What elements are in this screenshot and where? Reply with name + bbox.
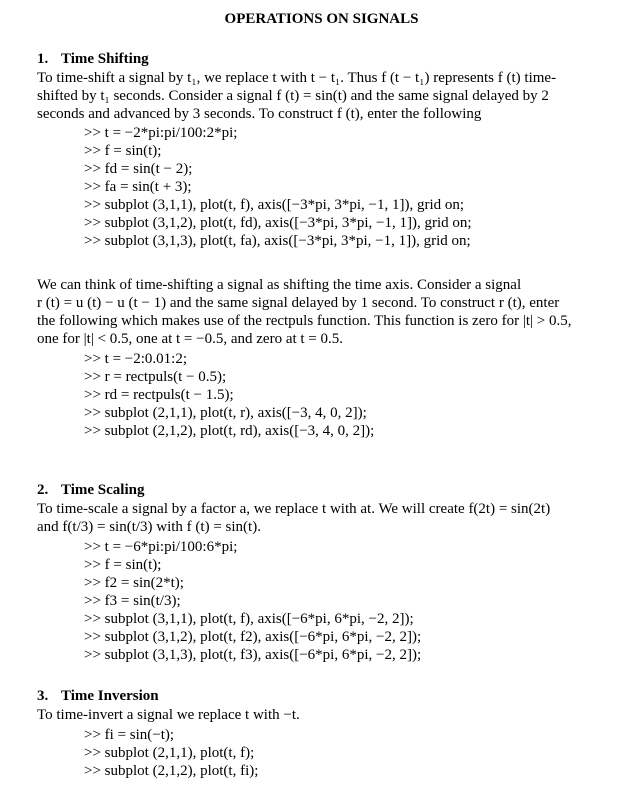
- page-title: OPERATIONS ON SIGNALS: [224, 11, 419, 27]
- code-line: >> subplot (3,1,2), plot(t, fd), axis([−3*pi, 3*pi, −1, 1]), grid on;: [84, 215, 472, 231]
- code-line: >> t = −6*pi:pi/100:6*pi;: [84, 539, 238, 555]
- code-line: >> t = −2:0.01:2;: [84, 351, 188, 367]
- text-line: r (t) = u (t) − u (t − 1) and the same signal delayed by 1 second. To construct r (t), enter: [37, 295, 560, 311]
- code-line: >> subplot (2,1,1), plot(t, f);: [84, 745, 255, 761]
- code-block-rectpuls: [84, 350, 374, 440]
- code-line: >> subplot (3,1,1), plot(t, f), axis([−6*pi, 6*pi, −2, 2]);: [84, 611, 414, 627]
- text-line: seconds and advanced by 3 seconds. To construct f (t), enter the following: [37, 106, 482, 122]
- code-line: >> subplot (2,1,1), plot(t, r), axis([−3, 4, 0, 2]);: [84, 405, 367, 421]
- code-line: >> subplot (3,1,3), plot(t, fa), axis([−3*pi, 3*pi, −1, 1]), grid on;: [84, 233, 471, 249]
- section-number: 2.: [37, 482, 49, 498]
- section-heading-time-inversion: [37, 687, 159, 705]
- code-line: >> t = −2*pi:pi/100:2*pi;: [84, 125, 238, 141]
- text-line: We can think of time-shifting a signal as shifting the time axis. Consider a signal: [37, 277, 522, 293]
- code-line: >> rd = rectpuls(t − 1.5);: [84, 387, 234, 403]
- code-line: >> f2 = sin(2*t);: [84, 575, 184, 591]
- text-line: To time-shift a signal by t₁, we replace t with t − t₁. Thus f (t − t₁) represents f (t) time-: [37, 70, 557, 86]
- code-line: >> subplot (2,1,2), plot(t, rd), axis([−3, 4, 0, 2]);: [84, 423, 375, 439]
- section-heading-time-scaling: [37, 481, 144, 499]
- section-title: Time Scaling: [61, 482, 145, 498]
- text-line: To time-scale a signal by a factor a, we replace t with at. We will create f(2t) = sin(2t): [37, 501, 551, 517]
- code-block-time-inversion: [84, 726, 258, 780]
- code-line: >> f = sin(t);: [84, 557, 162, 573]
- section-title: Time Inversion: [61, 688, 159, 704]
- code-line: >> subplot (3,1,2), plot(t, f2), axis([−6*pi, 6*pi, −2, 2]);: [84, 629, 422, 645]
- paragraph-time-shifting-intro: [37, 69, 609, 123]
- section-number: 3.: [37, 688, 49, 704]
- code-block-time-scaling: [84, 538, 421, 664]
- section-title: Time Shifting: [61, 51, 149, 67]
- paragraph-time-inversion-intro: [37, 706, 609, 724]
- paragraph-time-axis-shift: [37, 276, 609, 348]
- paragraph-time-scaling-intro: [37, 500, 609, 536]
- code-line: >> f3 = sin(t/3);: [84, 593, 181, 609]
- section-number: 1.: [37, 51, 49, 67]
- code-line: >> subplot (3,1,1), plot(t, f), axis([−3*pi, 3*pi, −1, 1]), grid on;: [84, 197, 465, 213]
- text-line: one for |t| < 0.5, one at t = −0.5, and zero at t = 0.5.: [37, 331, 344, 347]
- code-block-time-shifting: [84, 124, 472, 250]
- code-line: >> fd = sin(t − 2);: [84, 161, 193, 177]
- text-line: and f(t/3) = sin(t/3) with f (t) = sin(t).: [37, 519, 261, 535]
- code-line: >> fa = sin(t + 3);: [84, 179, 192, 195]
- code-line: >> f = sin(t);: [84, 143, 162, 159]
- text-line: To time-invert a signal we replace t with −t.: [37, 707, 300, 723]
- code-line: >> subplot (2,1,2), plot(t, fi);: [84, 763, 259, 779]
- code-line: >> fi = sin(−t);: [84, 727, 175, 743]
- section-heading-time-shifting: [37, 50, 149, 68]
- code-line: >> r = rectpuls(t − 0.5);: [84, 369, 227, 385]
- text-line: shifted by t₁ seconds. Consider a signal f (t) = sin(t) and the same signal delayed by 2: [37, 88, 549, 104]
- text-line: the following which makes use of the rectpuls function. This function is zero for |t| > 0.5,: [37, 313, 572, 329]
- code-line: >> subplot (3,1,3), plot(t, f3), axis([−6*pi, 6*pi, −2, 2]);: [84, 647, 422, 663]
